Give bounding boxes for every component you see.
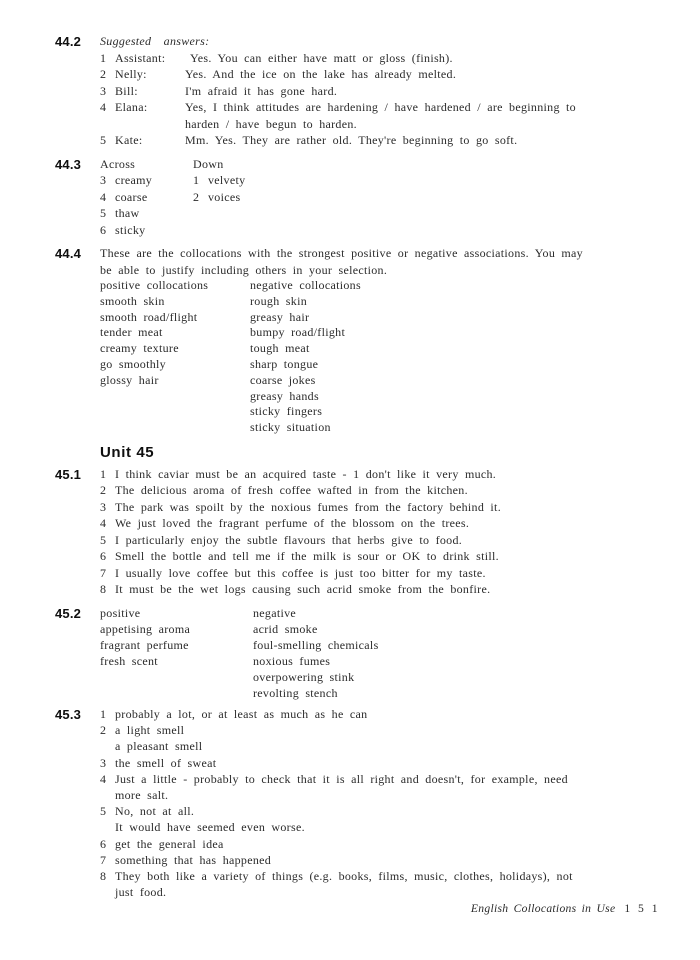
answer-row: [100, 722, 660, 738]
column-header-negative: negative: [253, 605, 297, 620]
answer-row: [100, 466, 660, 483]
item-number: 1: [100, 466, 107, 481]
answer-continuation-line: a pleasant smell: [115, 739, 203, 754]
crossword-answer: [193, 189, 245, 206]
clue-number: 2: [193, 189, 200, 204]
item-number: 2: [100, 483, 107, 498]
item-number: 2: [100, 67, 107, 81]
speaker-label: Nelly:: [115, 67, 147, 81]
collocation-item: overpowering stink: [253, 669, 355, 684]
clue-number: 5: [100, 206, 107, 220]
answer-row: [100, 868, 660, 884]
answer-text: Yes. And the ice on the lake has already melted.: [185, 67, 457, 81]
answer-row: [100, 66, 660, 83]
answer-text: probably a lot, or at least as much as he can: [115, 706, 368, 721]
answer-row: [100, 581, 660, 598]
answer-row: [100, 852, 660, 868]
answer-text: Smell the bottle and tell me if the milk is sour or OK to drink still.: [115, 549, 499, 564]
collocation-item: appetising aroma: [100, 621, 191, 636]
answer-text: something that has happened: [115, 852, 272, 867]
collocation-item: tough meat: [250, 341, 310, 356]
item-number: 1: [100, 50, 107, 65]
answer-text: Mm. Yes. They are rather old. They're beginning to go soft.: [185, 133, 518, 147]
answer-text: I particularly enjoy the subtle flavours that herbs give to food.: [115, 532, 463, 547]
intro-line: be able to justify including others in your selection.: [100, 262, 388, 277]
page-number: 1 5 1: [624, 902, 660, 915]
item-number: 4: [100, 516, 107, 531]
item-number: 4: [100, 100, 107, 114]
answer-text: get the general idea: [115, 836, 224, 851]
answer-text: I usually love coffee but this coffee is just too bitter for my taste.: [115, 565, 486, 580]
item-number: 4: [100, 771, 107, 786]
answer-continuation-line: It would have seemed even worse.: [115, 820, 305, 835]
answer-text: I think caviar must be an acquired taste - 1 don't like it very much.: [115, 466, 497, 481]
answer-continuation-line: just food.: [115, 885, 167, 900]
collocation-item: foul-smelling chemicals: [253, 637, 379, 652]
page-footer: [471, 902, 660, 915]
collocation-item: coarse jokes: [250, 372, 316, 387]
collocation-item: fresh scent: [100, 653, 158, 668]
collocation-item: fragrant perfume: [100, 637, 189, 652]
answer-text: I'm afraid it has gone hard.: [185, 83, 338, 98]
clue-number: 4: [100, 189, 107, 204]
answer-text: Yes. You can either have matt or gloss (finish).: [190, 50, 453, 65]
item-number: 5: [100, 804, 107, 819]
item-number: 7: [100, 565, 107, 580]
crossword-answer: [100, 222, 193, 239]
clue-number: 3: [100, 173, 107, 187]
answer-row: [100, 132, 660, 149]
crossword-down-column: [193, 156, 245, 206]
column-header-negative: negative collocations: [250, 278, 361, 292]
answer-text: a light smell: [115, 723, 185, 738]
collocation-item: rough skin: [250, 293, 307, 308]
negative-column: [253, 605, 379, 701]
item-number: 3: [100, 499, 107, 514]
collocation-item: acrid smoke: [253, 621, 318, 636]
collocation-item: creamy texture: [100, 341, 179, 356]
speaker-label: Elana:: [115, 100, 148, 114]
item-number: 6: [100, 549, 107, 564]
item-number: 6: [100, 836, 107, 851]
clue-answer: creamy: [115, 173, 153, 187]
crossword-answer: [100, 189, 193, 206]
section-45-1: [55, 466, 660, 598]
section-44-3: [55, 156, 660, 239]
collocation-item: glossy hair: [100, 372, 159, 387]
answer-text: The park was spoilt by the noxious fumes from the factory behind it.: [115, 499, 501, 514]
crossword-answer: [100, 205, 193, 222]
item-number: 3: [100, 755, 107, 770]
speaker-label: Assistant:: [115, 50, 166, 65]
section-44-4: [55, 245, 660, 436]
column-header-positive: positive collocations: [100, 278, 209, 292]
section-number: 45.1: [55, 466, 82, 482]
collocation-item: revolting stench: [253, 685, 338, 700]
clue-answer: thaw: [115, 206, 140, 220]
answer-row: [100, 565, 660, 582]
answer-row: [100, 548, 660, 565]
positive-collocations-column: [100, 278, 250, 389]
negative-collocations-column: [250, 278, 361, 436]
collocation-item: smooth skin: [100, 293, 165, 308]
answer-text: It must be the wet logs causing such acrid smoke from the bonfire.: [115, 582, 491, 597]
answer-text: The delicious aroma of fresh coffee wafted in from the kitchen.: [115, 483, 468, 498]
answer-row: [100, 99, 660, 116]
collocation-item: go smoothly: [100, 356, 166, 371]
item-number: 8: [100, 582, 107, 597]
collocation-item: noxious fumes: [253, 653, 331, 668]
item-number: 1: [100, 706, 107, 721]
collocation-item: greasy hair: [250, 309, 310, 324]
section-number: 44.2: [55, 34, 82, 49]
answer-row: [100, 532, 660, 549]
clue-answer: voices: [208, 189, 241, 204]
collocation-item: sharp tongue: [250, 356, 319, 371]
crossword-answer: [100, 172, 193, 189]
column-header-across: Across: [100, 156, 136, 171]
item-number: 5: [100, 532, 107, 547]
crossword-across-column: [100, 156, 193, 239]
column-header-positive: positive: [100, 605, 141, 620]
item-number: 5: [100, 133, 107, 147]
speaker-label: Bill:: [115, 83, 138, 98]
answer-row: [100, 755, 660, 771]
crossword-answer: [193, 172, 245, 189]
suggested-answers-label: Suggested answers:: [100, 34, 210, 48]
answer-text: the smell of sweat: [115, 755, 217, 770]
collocation-item: greasy hands: [250, 388, 319, 403]
answer-row: [100, 482, 660, 499]
column-header-down: Down: [193, 156, 224, 171]
item-number: 2: [100, 723, 107, 738]
answer-continuation-line: more salt.: [115, 787, 169, 802]
collocation-item: sticky fingers: [250, 404, 323, 419]
section-45-3: [55, 706, 660, 900]
collocation-item: smooth road/flight: [100, 309, 198, 324]
section-number: 44.3: [55, 156, 82, 172]
item-number: 7: [100, 852, 107, 867]
answer-row: [100, 706, 660, 722]
clue-answer: velvety: [208, 173, 246, 187]
section-number: 45.2: [55, 605, 82, 621]
positive-column: [100, 605, 253, 669]
answer-text: No, not at all.: [115, 804, 195, 819]
answer-row: [100, 836, 660, 852]
intro-line: These are the collocations with the strongest positive or negative associations. You may: [100, 246, 583, 260]
section-number: 45.3: [55, 706, 82, 722]
clue-answer: sticky: [115, 222, 146, 237]
answer-text: Yes, I think attitudes are hardening / have hardened / are beginning to: [185, 100, 576, 114]
section-45-2: [55, 605, 660, 701]
item-number: 8: [100, 869, 107, 883]
answer-row: [100, 50, 660, 67]
answer-row: [100, 83, 660, 100]
unit-heading: Unit 45: [100, 443, 155, 461]
collocation-item: sticky situation: [250, 420, 331, 435]
answer-row: [100, 499, 660, 516]
collocation-item: tender meat: [100, 325, 163, 340]
section-number: 44.4: [55, 246, 82, 261]
answer-row: [100, 771, 660, 787]
collocation-item: bumpy road/flight: [250, 325, 346, 340]
book-title: English Collocations in Use: [470, 902, 616, 915]
clue-number: 1: [193, 173, 200, 187]
answer-text: Just a little - probably to check that it is all right and doesn't, for example, need: [115, 771, 568, 786]
clue-answer: coarse: [115, 189, 148, 204]
item-number: 3: [100, 83, 107, 98]
section-44-2: [55, 33, 660, 149]
clue-number: 6: [100, 222, 107, 237]
speaker-label: Kate:: [115, 133, 143, 147]
answer-continuation-line: harden / have begun to harden.: [185, 116, 357, 131]
answer-row: [100, 803, 660, 819]
answer-row: [100, 515, 660, 532]
answer-text: They both like a variety of things (e.g. books, films, music, clothes, holidays), not: [115, 869, 573, 883]
answer-text: We just loved the fragrant perfume of the blossom on the trees.: [115, 516, 470, 531]
